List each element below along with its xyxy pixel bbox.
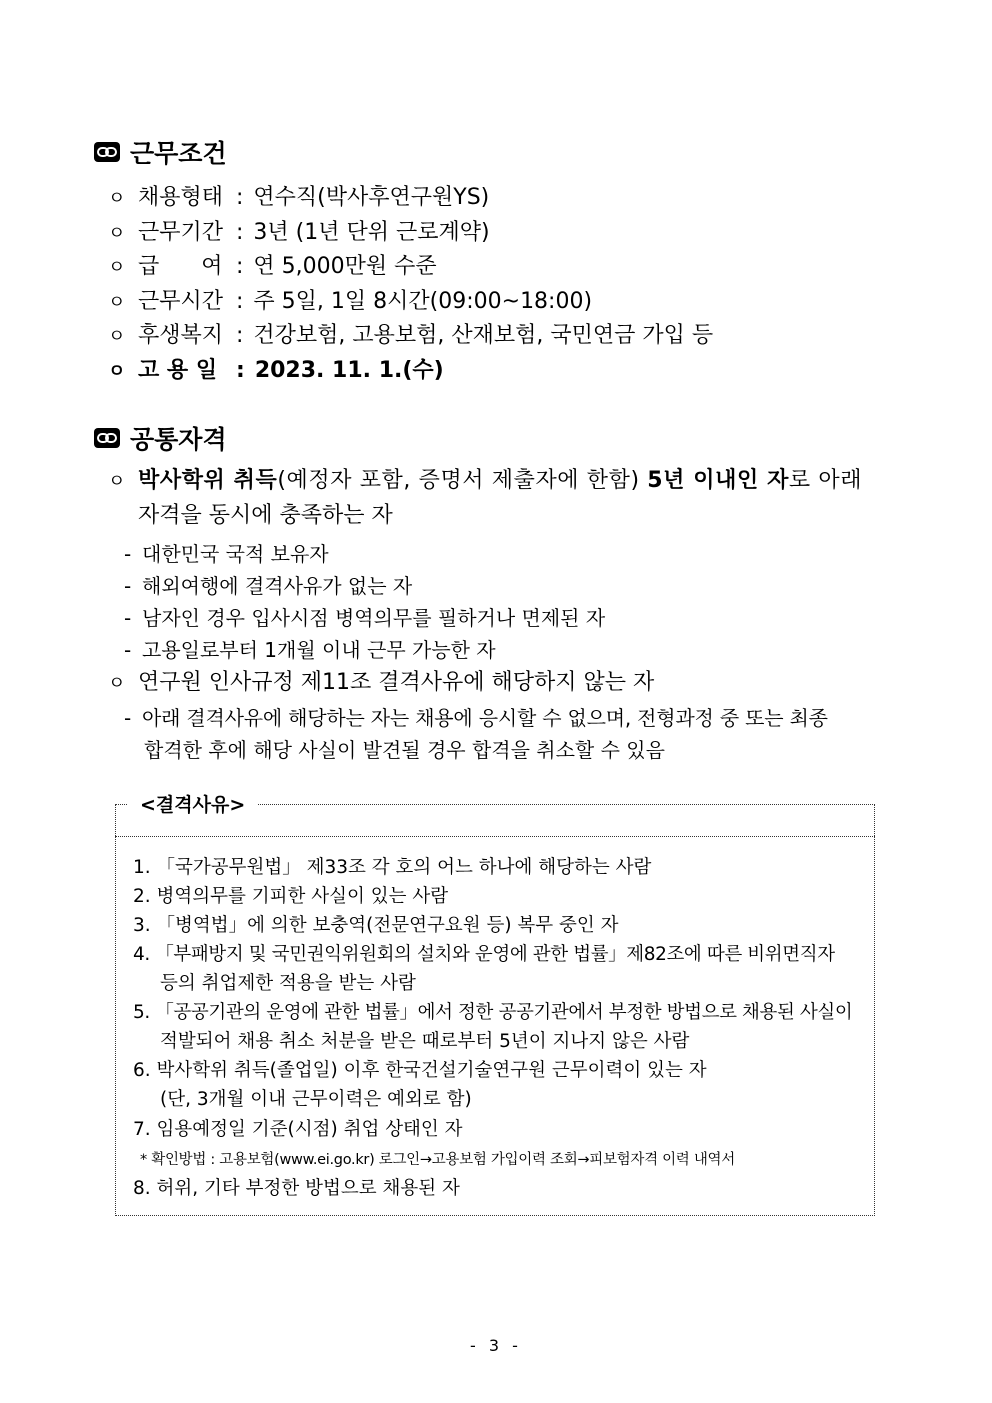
row-label: 후생복지 bbox=[138, 323, 224, 348]
row-label: 근무시간 bbox=[138, 289, 224, 314]
qualification-item bbox=[108, 665, 654, 696]
separator: : bbox=[236, 220, 244, 245]
emphasis-years: 5년 이내인 자 bbox=[647, 468, 789, 493]
sub-text: 해외여행에 결격사유가 없는 자 bbox=[142, 574, 413, 598]
row-label: 근무기간 bbox=[138, 220, 224, 245]
sub-text: 고용일로부터 1개월 이내 근무 가능한 자 bbox=[142, 638, 496, 662]
bullet: ㅇ bbox=[108, 292, 126, 313]
dash: - bbox=[124, 706, 132, 730]
condition-row bbox=[108, 284, 592, 315]
qualification-item-cont bbox=[138, 498, 393, 529]
verification-note: * 확인방법 : 고용보험(www.ei.go.kr) 로그인→고용보험 가입이력 조회→피보험자격 이력 내역서 bbox=[140, 1152, 735, 1168]
condition-row-hire-date bbox=[108, 353, 444, 384]
disqualification-item-cont: 적발되어 채용 취소 처분을 받은 때로부터 5년이 지나지 않은 사람 bbox=[160, 1031, 690, 1052]
row-label: 급 여 bbox=[138, 254, 223, 279]
disqualification-item: 8. 허위, 기타 부정한 방법으로 채용된 자 bbox=[133, 1178, 460, 1199]
disqualification-item: 3. 「병역법」에 의한 보충역(전문연구요원 등) 복무 중인 자 bbox=[133, 915, 619, 936]
separator: : bbox=[236, 289, 244, 314]
section-heading-conditions bbox=[94, 134, 227, 170]
sub-item bbox=[124, 702, 828, 731]
dash: - bbox=[124, 638, 132, 662]
sub-item bbox=[124, 538, 329, 567]
row-value: 주 5일, 1일 8시간(09:00~18:00) bbox=[253, 289, 593, 314]
qualification-text bbox=[138, 463, 898, 494]
disqualification-item: 4. 「부패방지 및 국민권익위원회의 설치와 운영에 관한 법률」제82조에 따른 비위면직자 bbox=[133, 944, 835, 965]
condition-row bbox=[108, 318, 713, 349]
box-label: <결격사유> bbox=[128, 790, 257, 817]
row-value: 건강보험, 고용보험, 산재보험, 국민연금 가입 등 bbox=[253, 323, 714, 348]
bullet: ㅇ bbox=[108, 326, 126, 347]
condition-row bbox=[108, 215, 490, 246]
sub-text: 남자인 경우 입사시점 병역의무를 필하거나 면제된 자 bbox=[142, 606, 606, 630]
bullet: ㅇ bbox=[108, 257, 126, 278]
sub-item bbox=[124, 634, 496, 663]
emphasis-degree: 박사학위 취득 bbox=[138, 468, 278, 493]
disqualification-item-cont: 등의 취업제한 적용을 받는 사람 bbox=[160, 973, 416, 994]
bullet: ㅇ bbox=[108, 673, 126, 694]
disqualification-item: 7. 임용예정일 기준(시점) 취업 상태인 자 bbox=[133, 1119, 463, 1140]
qualification-text: 연구원 인사규정 제11조 결격사유에 해당하지 않는 자 bbox=[138, 670, 655, 695]
dash: - bbox=[124, 574, 132, 598]
dash: - bbox=[124, 542, 132, 566]
dash: - bbox=[124, 606, 132, 630]
qualification-item bbox=[108, 463, 898, 494]
row-label: 채용형태 bbox=[138, 185, 224, 210]
link-icon bbox=[94, 428, 120, 448]
row-value: 연 5,000만원 수준 bbox=[253, 254, 437, 279]
link-icon bbox=[94, 142, 120, 162]
text-span: 로 아래 bbox=[788, 468, 863, 493]
page-number: - 3 - bbox=[470, 1336, 522, 1355]
sub-item bbox=[124, 570, 412, 599]
separator: : bbox=[236, 185, 244, 210]
sub-item-cont bbox=[144, 734, 665, 763]
section-title: 공통자격 bbox=[130, 425, 227, 454]
separator: : bbox=[236, 323, 244, 348]
condition-row bbox=[108, 180, 489, 211]
sub-text: 합격한 후에 해당 사실이 발견될 경우 합격을 취소할 수 있음 bbox=[144, 738, 665, 762]
bullet: ㅇ bbox=[108, 471, 126, 492]
disqualification-item: 5. 「공공기관의 운영에 관한 법률」에서 정한 공공기관에서 부정한 방법으로 채용된 사실이 bbox=[133, 1002, 853, 1023]
sub-text: 아래 결격사유에 해당하는 자는 채용에 응시할 수 없으며, 전형과정 중 또는 최종 bbox=[142, 706, 828, 730]
sub-text: 대한민국 국적 보유자 bbox=[142, 542, 329, 566]
disqualification-item: 6. 박사학위 취득(졸업일) 이후 한국건설기술연구원 근무이력이 있는 자 bbox=[133, 1060, 707, 1081]
disqualification-item: 1. 「국가공무원법」 제33조 각 호의 어느 하나에 해당하는 사람 bbox=[133, 857, 652, 878]
section-title: 근무조건 bbox=[130, 139, 227, 168]
separator: : bbox=[236, 358, 245, 383]
disqualification-item: 2. 병역의무를 기피한 사실이 있는 사람 bbox=[133, 886, 449, 907]
disqualification-item-cont: (단, 3개월 이내 근무이력은 예외로 함) bbox=[160, 1089, 472, 1110]
text-span: (예정자 포함, 증명서 제출자에 한함) bbox=[277, 468, 648, 493]
bullet: ㅇ bbox=[108, 361, 126, 382]
bullet: ㅇ bbox=[108, 223, 126, 244]
sub-item bbox=[124, 602, 605, 631]
box-divider bbox=[115, 836, 875, 837]
row-label: 고 용 일 bbox=[138, 358, 218, 383]
row-value: 연수직(박사후연구원YS) bbox=[253, 185, 490, 210]
qualification-text: 자격을 동시에 충족하는 자 bbox=[138, 503, 393, 528]
separator: : bbox=[236, 254, 244, 279]
condition-row bbox=[108, 249, 437, 280]
row-value: 3년 (1년 단위 근로계약) bbox=[253, 220, 490, 245]
row-value: 2023. 11. 1.(수) bbox=[254, 358, 444, 383]
bullet: ㅇ bbox=[108, 188, 126, 209]
section-heading-qualifications bbox=[94, 420, 227, 456]
